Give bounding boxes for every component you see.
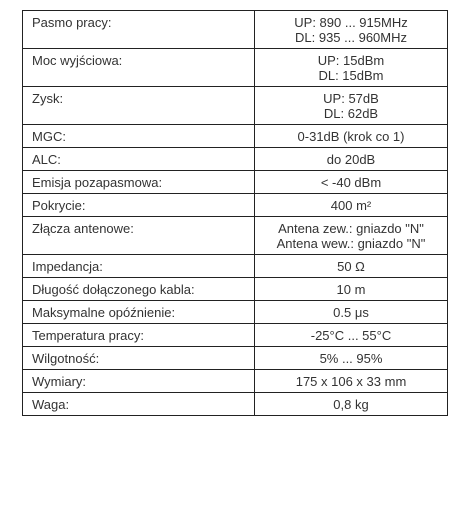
table-row (23, 255, 448, 278)
spec-label: Pokrycie: (23, 194, 255, 217)
spec-value (255, 301, 448, 324)
spec-value (255, 125, 448, 148)
table-row (23, 125, 448, 148)
specification-table (22, 10, 448, 416)
table-row (23, 324, 448, 347)
table-row (23, 148, 448, 171)
spec-label: Maksymalne opóźnienie: (23, 301, 255, 324)
spec-value (255, 148, 448, 171)
table-row (23, 11, 448, 49)
table-row (23, 194, 448, 217)
spec-value-line: Antena zew.: gniazdo "N" (278, 221, 424, 236)
spec-label: Temperatura pracy: (23, 324, 255, 347)
spec-value-line: Antena wew.: gniazdo "N" (276, 236, 426, 251)
table-row (23, 347, 448, 370)
table-row (23, 393, 448, 416)
spec-label: ALC: (23, 148, 255, 171)
spec-label: Zysk: (23, 87, 255, 125)
spec-value-line: 0-31dB (krok co 1) (297, 129, 405, 144)
spec-label: Moc wyjściowa: (23, 49, 255, 87)
spec-value-line: 0,8 kg (333, 397, 369, 412)
spec-value (255, 11, 448, 49)
spec-label: Złącza antenowe: (23, 217, 255, 255)
spec-value-line: 0.5 μs (333, 305, 369, 320)
spec-label: Impedancja: (23, 255, 255, 278)
spec-value-line: UP: 15dBm (317, 53, 385, 68)
spec-label: MGC: (23, 125, 255, 148)
spec-label: Waga: (23, 393, 255, 416)
spec-value (255, 370, 448, 393)
spec-value-line: -25°C ... 55°C (310, 328, 392, 343)
spec-value-line: 10 m (336, 282, 366, 297)
spec-label: Wymiary: (23, 370, 255, 393)
table-row (23, 49, 448, 87)
spec-value (255, 347, 448, 370)
spec-label: Wilgotność: (23, 347, 255, 370)
spec-value-line: UP: 57dB (323, 91, 379, 106)
spec-value-line: UP: 890 ... 915MHz (294, 15, 408, 30)
table-row (23, 278, 448, 301)
spec-value-line: 175 x 106 x 33 mm (295, 374, 407, 389)
spec-value (255, 278, 448, 301)
spec-value (255, 171, 448, 194)
spec-value (255, 194, 448, 217)
spec-label: Emisja pozapasmowa: (23, 171, 255, 194)
spec-value (255, 393, 448, 416)
table-row (23, 370, 448, 393)
spec-value (255, 49, 448, 87)
spec-value-line: DL: 15dBm (318, 68, 384, 83)
spec-value (255, 217, 448, 255)
spec-value-line: DL: 935 ... 960MHz (295, 30, 407, 45)
spec-label: Długość dołączonego kabla: (23, 278, 255, 301)
spec-value-line: < -40 dBm (320, 175, 382, 190)
spec-value-line: do 20dB (326, 152, 376, 167)
table-row (23, 171, 448, 194)
spec-value-line: 400 m² (330, 198, 372, 213)
table-row (23, 301, 448, 324)
spec-value-line: DL: 62dB (323, 106, 379, 121)
spec-value (255, 87, 448, 125)
table-row (23, 217, 448, 255)
spec-value (255, 324, 448, 347)
spec-value-line: 5% ... 95% (319, 351, 383, 366)
spec-label: Pasmo pracy: (23, 11, 255, 49)
spec-value-line: 50 Ω (337, 259, 365, 274)
spec-value (255, 255, 448, 278)
table-row (23, 87, 448, 125)
